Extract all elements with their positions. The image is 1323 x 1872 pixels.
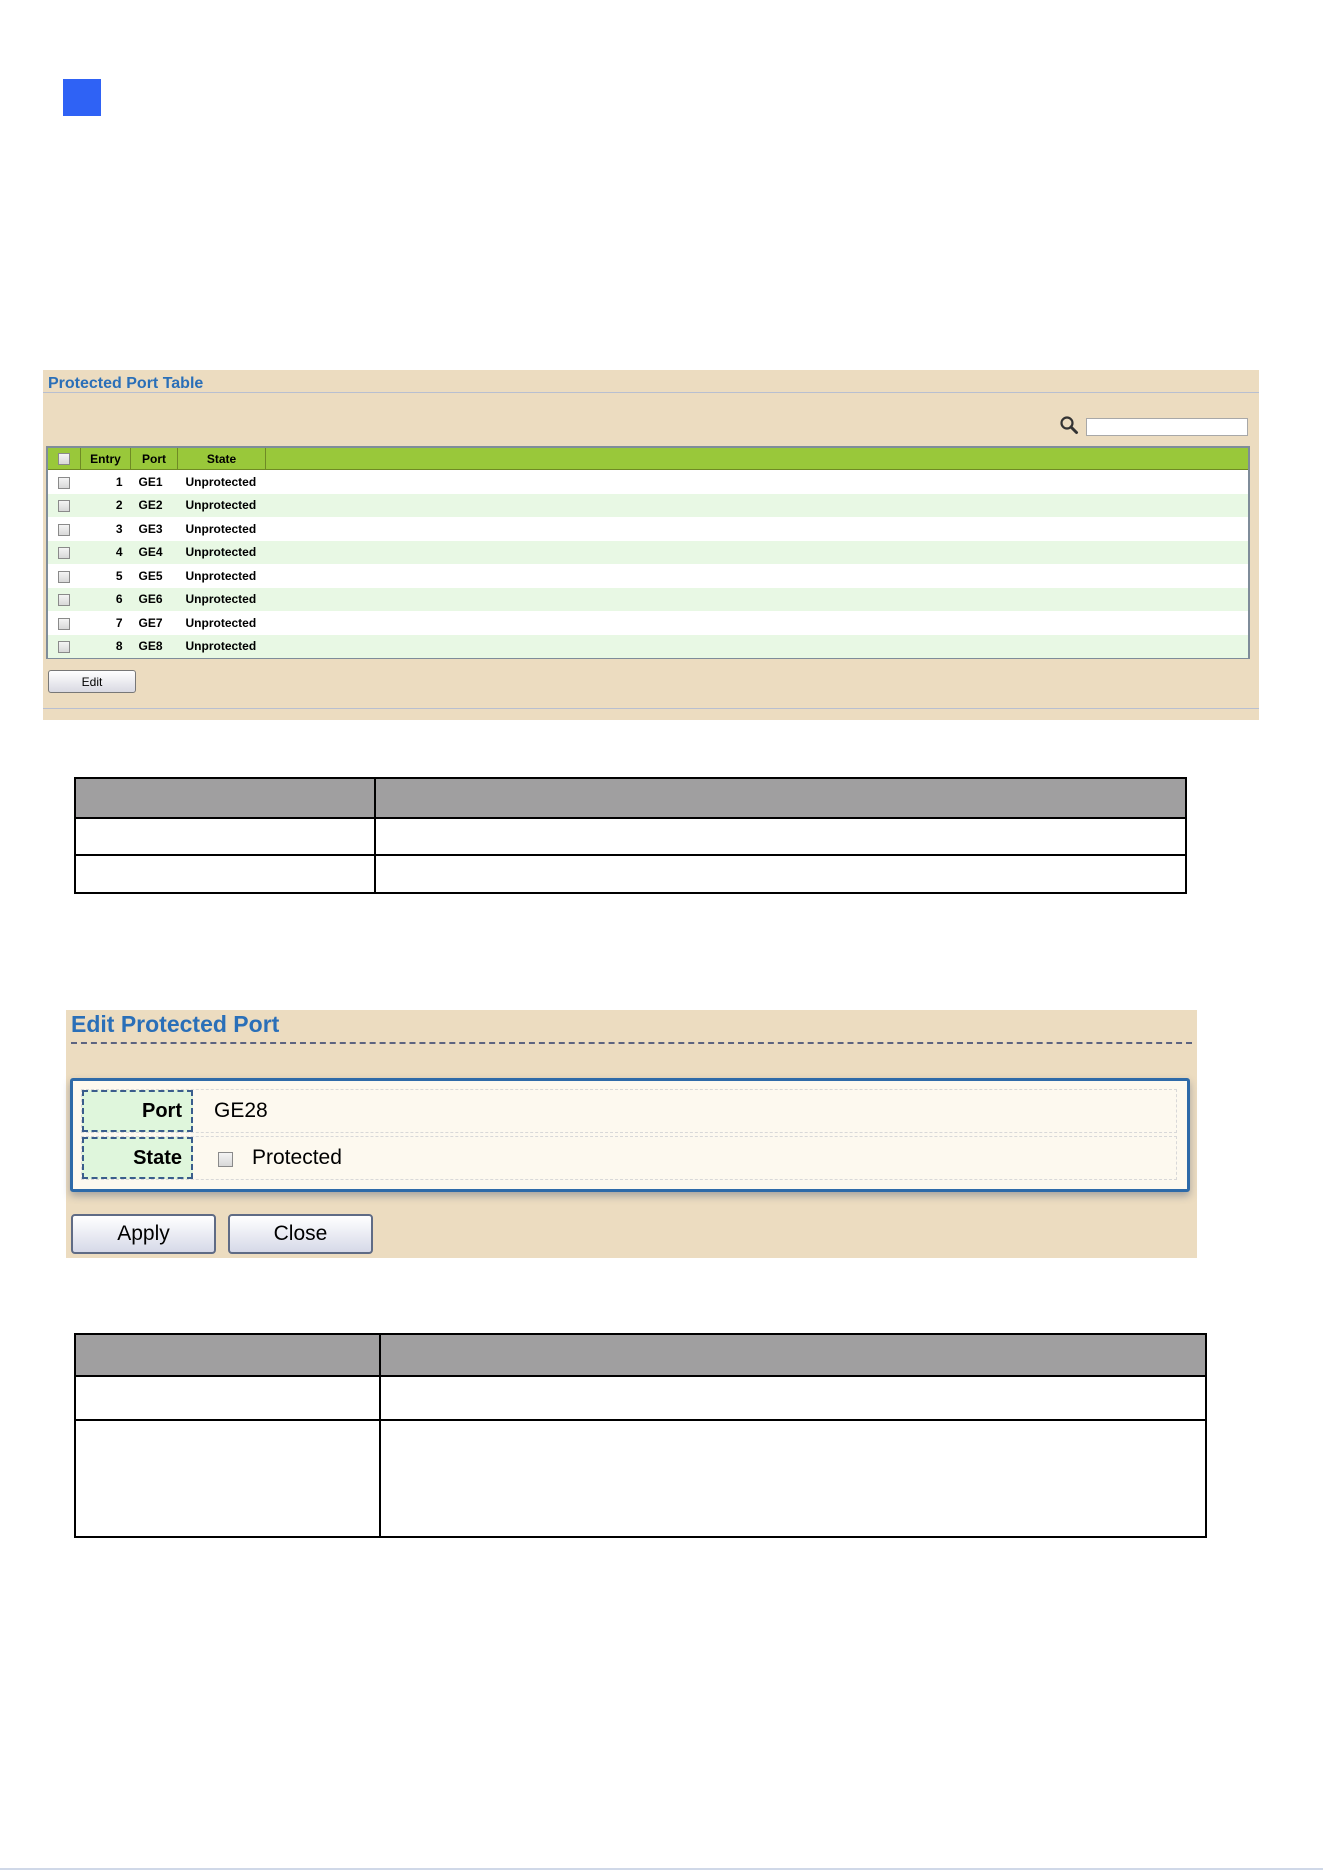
description-header-cell — [375, 778, 1186, 818]
row-entry: 6 — [81, 588, 131, 612]
edit-button[interactable]: Edit — [48, 670, 136, 693]
row-checkbox[interactable] — [58, 594, 70, 606]
select-all-checkbox[interactable] — [58, 453, 70, 465]
table-row[interactable] — [48, 470, 1248, 494]
row-entry: 8 — [81, 635, 131, 659]
apply-button[interactable]: Apply — [71, 1214, 216, 1254]
row-entry: 3 — [81, 517, 131, 541]
row-checkbox[interactable] — [58, 547, 70, 559]
table-row[interactable] — [48, 541, 1248, 565]
row-port: GE7 — [131, 611, 178, 635]
table-row[interactable] — [48, 588, 1248, 612]
row-state: Unprotected — [178, 611, 266, 635]
column-header-entry[interactable]: Entry — [81, 448, 131, 470]
description-header-cell — [75, 1334, 380, 1376]
row-checkbox[interactable] — [58, 524, 70, 536]
row-state: Unprotected — [178, 635, 266, 659]
description-cell — [380, 1420, 1206, 1537]
column-header-filler — [266, 448, 1249, 470]
row-port: GE4 — [131, 541, 178, 565]
port-value: GE28 — [214, 1099, 268, 1122]
row-state: Unprotected — [178, 564, 266, 588]
row-entry: 2 — [81, 494, 131, 518]
select-all-header — [48, 448, 81, 470]
description-cell — [375, 855, 1186, 893]
row-checkbox[interactable] — [58, 641, 70, 653]
row-state: Unprotected — [178, 494, 266, 518]
row-entry: 7 — [81, 611, 131, 635]
edit-protected-port-panel — [66, 1010, 1197, 1258]
column-header-port[interactable]: Port — [131, 448, 178, 470]
protected-port-table — [46, 446, 1250, 659]
protected-port-table-panel — [43, 370, 1259, 720]
description-header-cell — [380, 1334, 1206, 1376]
page-bottom-border — [0, 1868, 1323, 1870]
row-port: GE8 — [131, 635, 178, 659]
edit-form — [70, 1078, 1190, 1192]
protected-checkbox[interactable] — [218, 1152, 233, 1167]
description-cell — [75, 1376, 380, 1420]
table-header-row — [48, 448, 1248, 470]
table-row[interactable] — [48, 611, 1248, 635]
row-state: Unprotected — [178, 541, 266, 565]
table-row[interactable] — [48, 564, 1248, 588]
protected-port-table-title: Protected Port Table — [48, 375, 204, 392]
title-divider — [43, 392, 1259, 393]
row-entry: 1 — [81, 470, 131, 494]
column-header-state[interactable]: State — [178, 448, 266, 470]
protected-checkbox-label[interactable]: Protected — [252, 1146, 342, 1169]
row-state: Unprotected — [178, 517, 266, 541]
row-port: GE3 — [131, 517, 178, 541]
field-description-table — [74, 777, 1187, 894]
row-checkbox[interactable] — [58, 571, 70, 583]
description-cell — [75, 855, 375, 893]
row-entry: 5 — [81, 564, 131, 588]
search-input[interactable] — [1086, 418, 1248, 436]
row-checkbox[interactable] — [58, 477, 70, 489]
state-label: State — [82, 1137, 193, 1179]
row-state: Unprotected — [178, 470, 266, 494]
table-row[interactable] — [48, 517, 1248, 541]
field-description-table — [74, 1333, 1207, 1538]
description-cell — [380, 1376, 1206, 1420]
close-button[interactable]: Close — [228, 1214, 373, 1254]
description-cell — [75, 1420, 380, 1537]
row-port: GE6 — [131, 588, 178, 612]
description-header-cell — [75, 778, 375, 818]
title-divider — [71, 1042, 1192, 1044]
row-checkbox[interactable] — [58, 618, 70, 630]
bottom-divider — [43, 708, 1259, 709]
row-checkbox[interactable] — [58, 500, 70, 512]
row-port: GE5 — [131, 564, 178, 588]
table-row[interactable] — [48, 494, 1248, 518]
description-cell — [75, 818, 375, 855]
edit-protected-port-title: Edit Protected Port — [71, 1011, 280, 1037]
search-icon[interactable] — [1059, 415, 1079, 435]
description-cell — [375, 818, 1186, 855]
row-entry: 4 — [81, 541, 131, 565]
section-marker — [63, 79, 101, 116]
row-port: GE1 — [131, 470, 178, 494]
row-state: Unprotected — [178, 588, 266, 612]
port-row — [81, 1089, 1177, 1133]
table-row[interactable] — [48, 635, 1248, 659]
row-port: GE2 — [131, 494, 178, 518]
state-row — [81, 1136, 1177, 1180]
port-label: Port — [82, 1090, 193, 1132]
